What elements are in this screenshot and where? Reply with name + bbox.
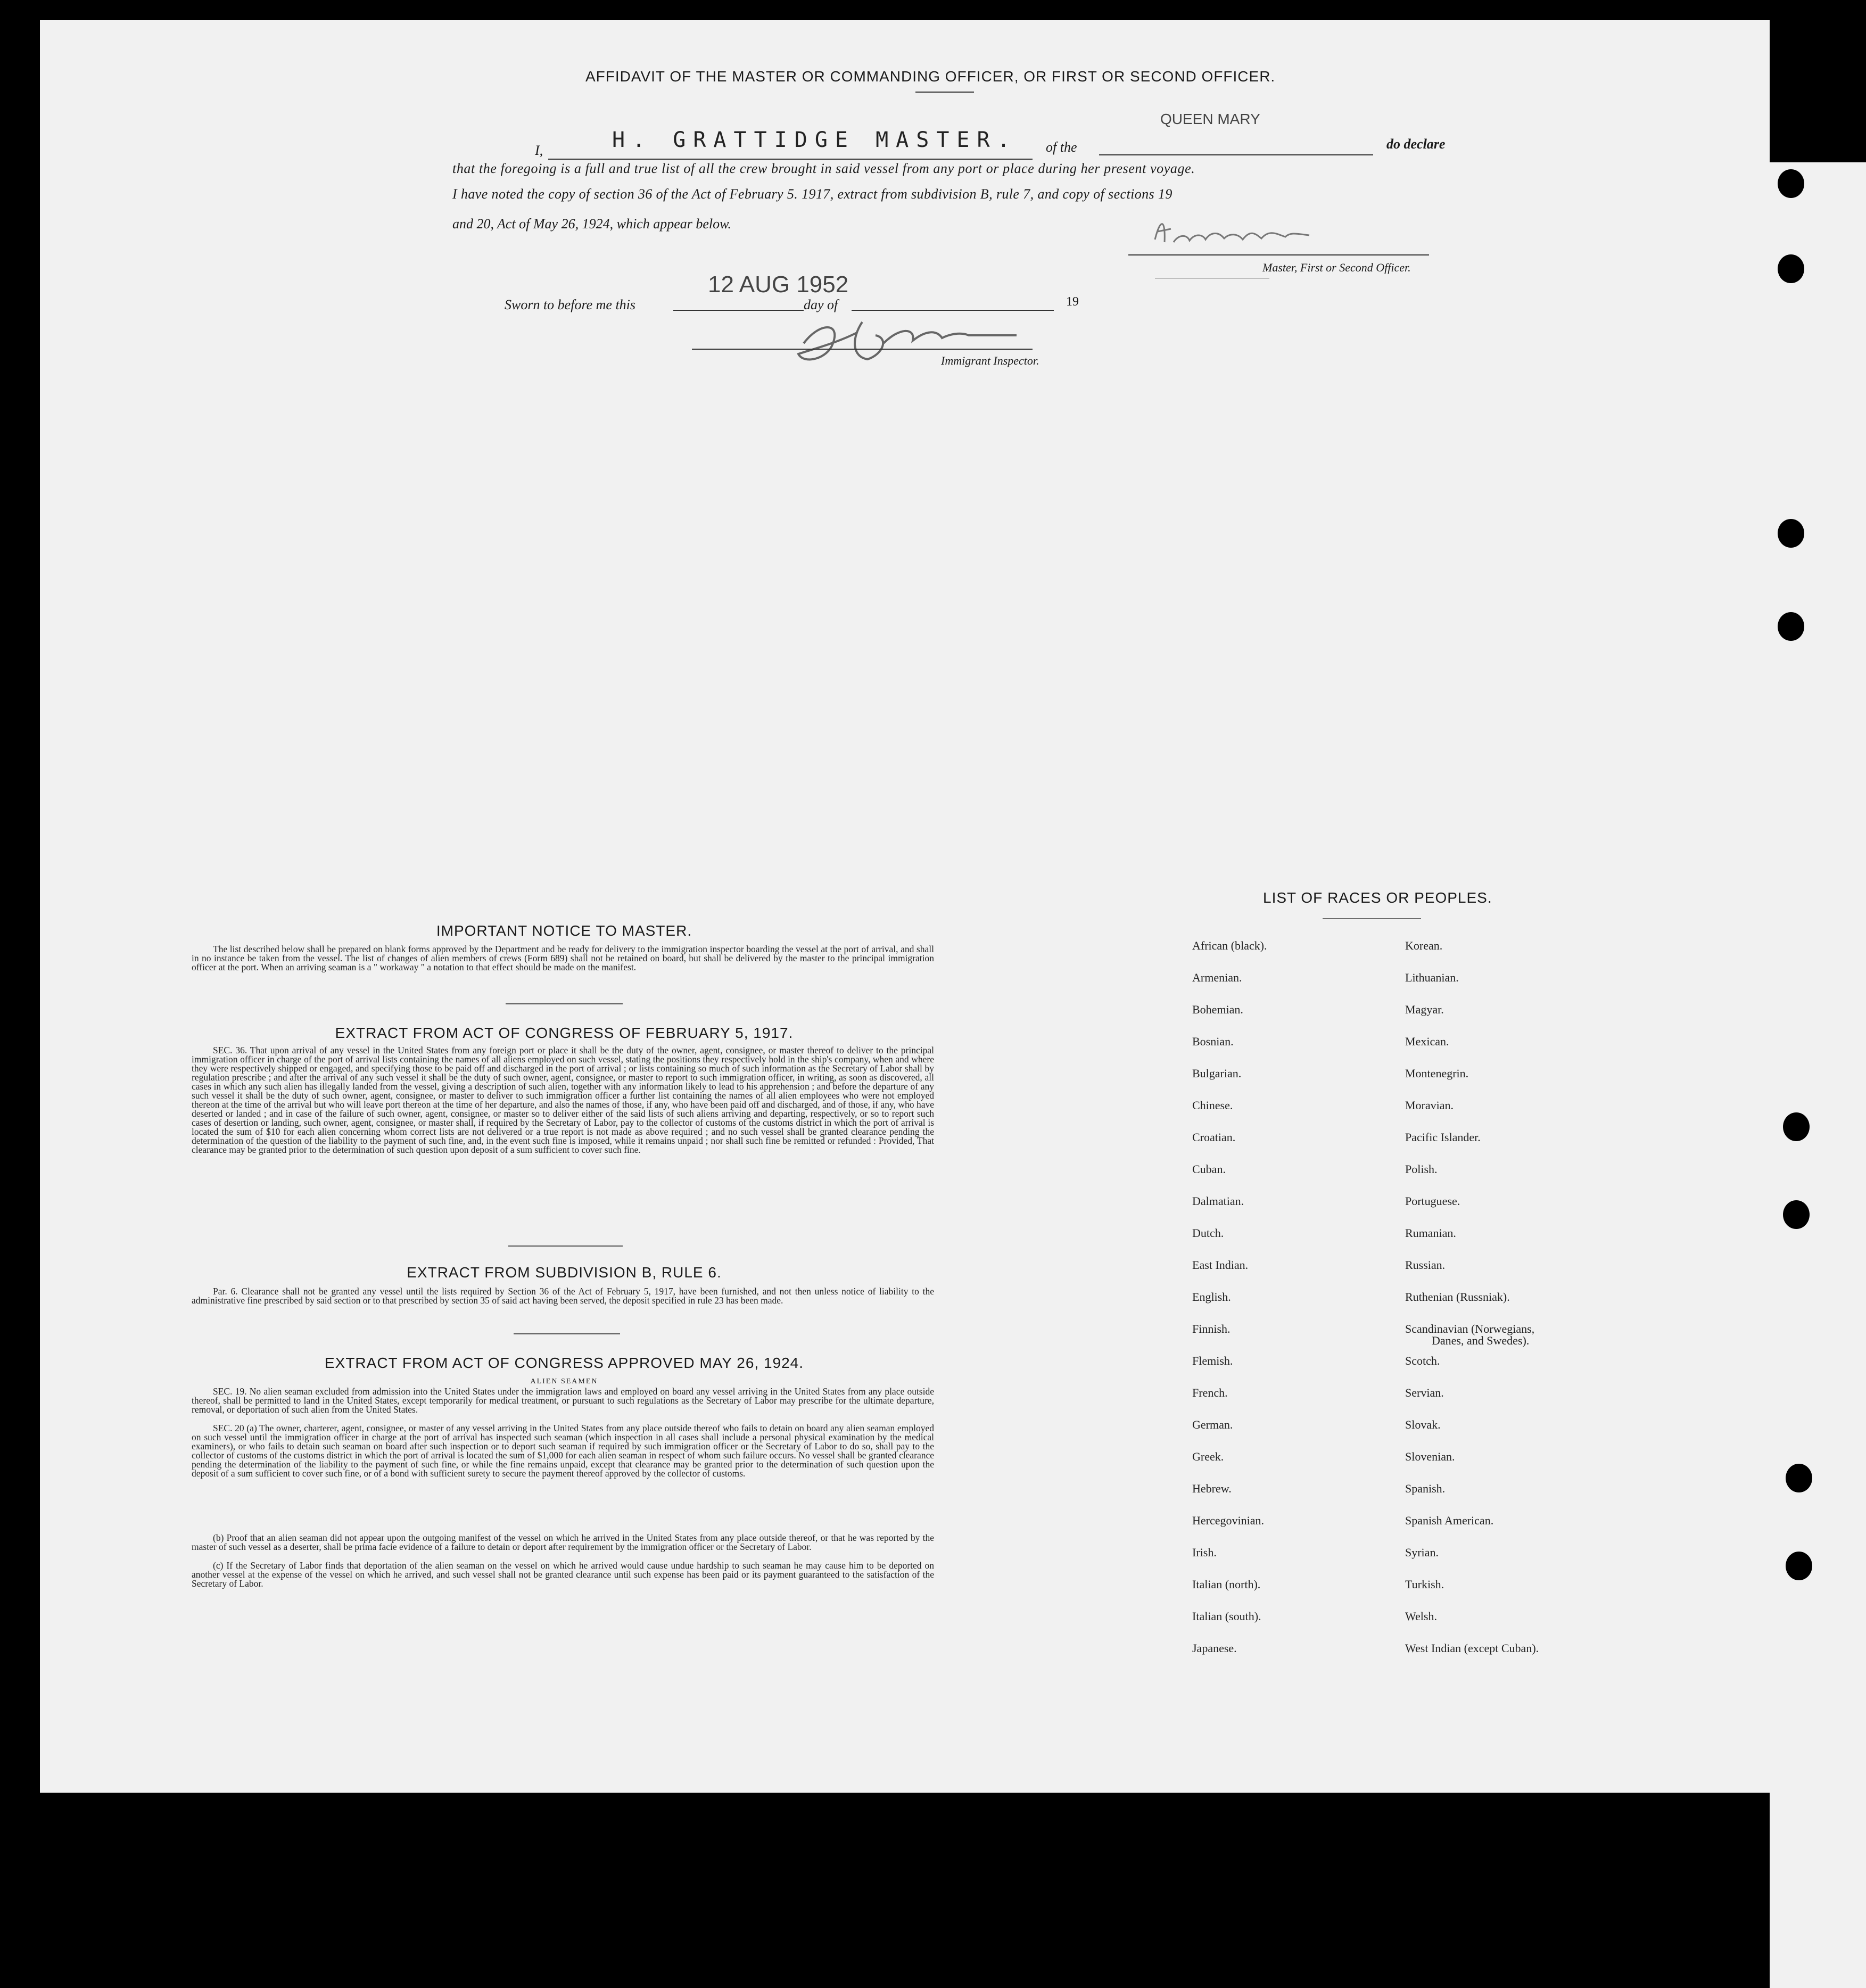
race-right-item: Rumanian. [1405, 1226, 1456, 1240]
race-right-item: Russian. [1405, 1258, 1446, 1272]
race-right-item: Scotch. [1405, 1354, 1440, 1367]
affidavit-title: AFFIDAVIT OF THE MASTER OR COMMANDING OFFICER, OR FIRST OR SECOND OFFICER. [585, 68, 1276, 85]
day-of-label: day of [804, 297, 838, 312]
race-left-item: French. [1192, 1386, 1228, 1399]
race-left-item: Japanese. [1192, 1641, 1237, 1655]
race-left-item: Italian (south). [1192, 1610, 1261, 1623]
year-prefix: 19 [1066, 295, 1079, 309]
race-right-item: Pacific Islander. [1405, 1131, 1481, 1144]
races-title: LIST OF RACES OR PEOPLES. [1263, 889, 1492, 906]
race-right-item: Portuguese. [1405, 1194, 1460, 1208]
punch-hole [1778, 519, 1804, 548]
race-right-item: Montenegrin. [1405, 1067, 1469, 1080]
race-right-item: Slovenian. [1405, 1450, 1455, 1463]
race-right-item: Mexican. [1405, 1035, 1449, 1048]
extract-1917-title: EXTRACT FROM ACT OF CONGRESS OF FEBRUARY 5, 1917. [335, 1025, 794, 1041]
race-right-item: Spanish. [1405, 1482, 1446, 1495]
of-the-label: of the [1046, 139, 1077, 155]
race-right-item: Turkish. [1405, 1578, 1444, 1591]
extract-1924-title: EXTRACT FROM ACT OF CONGRESS APPROVED MAY 26, 1924. [324, 1355, 804, 1371]
vessel-line [1099, 154, 1373, 155]
race-right-item: Welsh. [1405, 1610, 1437, 1623]
signature-caption: Master, First or Second Officer. [1262, 261, 1411, 274]
inspector-line [692, 349, 1033, 350]
race-right-item: Polish. [1405, 1162, 1438, 1176]
punch-hole [1778, 169, 1804, 198]
race-left-item: Bulgarian. [1192, 1067, 1242, 1080]
extract-rule6-text: Par. 6. Clearance shall not be granted any vessel until the lists required by Section 36 of the Act of February 5, 1917, have been furnished, and not then unless notice of liability to the administrative fine prescribed by said section or to that prescribed by section 35 of said act having been served, the deposit specified in rule 23 has been made. [192, 1286, 934, 1306]
race-right-item: Spanish American. [1405, 1514, 1494, 1527]
document-page [40, 20, 1770, 1793]
declaration-line-3: I have noted the copy of section 36 of the Act of February 5. 1917, extract from subdivision B, rule 7, and copy of sections 19 [452, 186, 1173, 202]
section-rule [506, 1003, 623, 1004]
race-left-item: Flemish. [1192, 1354, 1233, 1367]
punch-hole [1778, 254, 1804, 283]
race-left-item: Bosnian. [1192, 1035, 1234, 1048]
punch-hole [1783, 1112, 1810, 1141]
alien-seamen-subtitle: ALIEN SEAMEN [530, 1377, 598, 1385]
name-line [548, 159, 1033, 160]
race-left-item: Finnish. [1192, 1322, 1231, 1335]
section-rule [508, 1245, 623, 1247]
race-right-item: Servian. [1405, 1386, 1444, 1399]
extract-1924-sec20c: (c) If the Secretary of Labor finds that deportation of the alien seaman on the vessel on which he arrived would cause undue hardship to such seaman he may cause him to be deported on another vessel at the expense of the vessel on which he arrived, and such vessel shall not be granted clearance until such expense has been paid or its payment guaranteed to the satisfaction of the Secretary of Labor. [192, 1560, 934, 1589]
notice-text: The list described below shall be prepared on blank forms approved by the Department and be ready for delivery to the immigration inspector boarding the vessel at the port of arrival, and shall in no instance be taken from the vessel. The list of changes of alien members of crews (Form 689) shall not be retained on board, but shall be delivered by the master to the principal immigration officer at the port. When an arriving seaman is a " workaway " a notation to that effect should be made on the manifest. [192, 944, 934, 972]
race-left-item: Dutch. [1192, 1226, 1224, 1240]
extract-1924-sec19: SEC. 19. No alien seaman excluded from admission into the United States under the immigration laws and employed on board any vessel arriving in the United States from any place outside thereof, shall be permitted to land in the United States, except temporarily for medical treatment, or pursuant to such regulations as the Secretary of Labor may prescribe for the ultimate departure, removal, or deportation of such alien from the United States. [192, 1386, 934, 1415]
race-left-item: Hercegovinian. [1192, 1514, 1264, 1527]
sworn-prefix: Sworn to before me this [505, 297, 636, 312]
race-left-item: African (black). [1192, 939, 1267, 952]
race-right-item: Korean. [1405, 939, 1443, 952]
race-left-item: Greek. [1192, 1450, 1224, 1463]
punch-hole [1786, 1552, 1812, 1580]
affidavit-title-rule [915, 92, 974, 93]
extract-1924-sec20b: (b) Proof that an alien seaman did not appear upon the outgoing manifest of the vessel on which he arrived in the United States from any place outside thereof, or that he was reported by the master of such vessel as a deserter, shall be prima facie evidence of a failure to detain or deport after requirement by the immigration officer or the Secretary of Labor. [192, 1532, 934, 1552]
punch-hole [1786, 1464, 1812, 1492]
race-left-item: English. [1192, 1290, 1231, 1304]
race-left-item: Cuban. [1192, 1162, 1226, 1176]
declaration-line-4: and 20, Act of May 26, 1924, which appear below. [452, 216, 732, 232]
race-right-item: Magyar. [1405, 1003, 1444, 1016]
race-left-item: Dalmatian. [1192, 1194, 1244, 1208]
race-left-item: German. [1192, 1418, 1233, 1431]
race-right-item: Syrian. [1405, 1546, 1439, 1559]
extract-1924-sec20a: SEC. 20 (a) The owner, charterer, agent, consignee, or master of any vessel arriving in the United States from any place outside thereof who fails to detain on board any alien seaman employed on such vessel until the immigration officer in charge at the port of arrival has inspected such seaman (which inspection in all cases shall include a personal physical examination by the medical examiners), or who fails to detain such seaman on board after such inspection or to deport such seaman if required by such immigration officer or the Secretary of Labor to do so, shall pay to the collector of customs of the customs district in which the port of arrival is located the sum of $1,000 for each alien seaman in respect of whom such failure occurs. No vessel shall be granted clearance pending the determination of the liability to the payment of such fine, or while the fine remains unpaid, except that clearance may be granted prior to the determination of such question upon the deposit of a sum sufficient to cover such fine, or of a bond with sufficient surety to secure the payment thereof approved by the collector of customs. [192, 1423, 934, 1479]
punch-hole [1783, 1200, 1810, 1229]
notice-title: IMPORTANT NOTICE TO MASTER. [436, 922, 692, 939]
race-left-item: Irish. [1192, 1546, 1217, 1559]
affidavit-i: I, [535, 143, 543, 158]
race-right-item: Scandinavian (Norwegians, [1405, 1322, 1535, 1335]
race-right-item: Lithuanian. [1405, 971, 1459, 984]
race-right-continuation: Danes, and Swedes). [1432, 1334, 1530, 1347]
race-left-item: East Indian. [1192, 1258, 1249, 1272]
extract-1917-text: SEC. 36. That upon arrival of any vessel in the United States from any foreign port or place it shall be the duty of the owner, agent, consignee, or master thereof to deliver to the principal immigration officer in charge of the port of arrival lists containing the names of all aliens employed on such vessel, stating the positions they respectively hold in the ship's company, when and where they were respectively shipped or engaged, and specifying those to be paid off and discharged in the port of arrival ; or lists containing so much of such information as the Secretary of Labor shall by regulation prescribe ; and after the arrival of any such vessel it shall be the duty of such owner, agent, consignee, or master to report to such immigration officer, in writing, as soon as discovered, all cases in which any such alien has illegally landed from the vessel, giving a description of such alien, together with any information likely to lead to his apprehension ; and before the departure of any such vessel it shall be the duty of such owner, agent, consignee, or master to deliver to such immigration officer a further list containing the names of all alien employees who were not employed thereon at the time of the arrival but who will leave port thereon at the time of her departure, and also the names of those, if any, who have been paid off and discharged, and of those, if any, who have deserted or landed ; and in case of the failure of such owner, agent, consignee, or master so to deliver either of the said lists of such aliens arriving and departing, respectively, or so to report such cases of desertion or landing, such owner, agent, consignee, or master shall, if required by the Secretary of Labor, pay to the collector of customs of the customs district in which the port of arrival is located the sum of $10 for each alien concerning whom correct lists are not delivered or a true report is not made as above required ; and no such vessel shall be granted clearance pending the determination of the question of the liability to the payment of such fine, and, in the event such fine is imposed, while it remains unpaid ; nor shall such fine be remitted or refunded : Provided, That clearance may be granted prior to the determination of such question upon deposit of a sum sufficient to cover such fine. [192, 1045, 934, 1155]
race-left-item: Armenian. [1192, 971, 1242, 984]
race-right-item: Ruthenian (Russniak). [1405, 1290, 1510, 1304]
inspector-caption: Immigrant Inspector. [941, 354, 1039, 367]
extract-rule6-title: EXTRACT FROM SUBDIVISION B, RULE 6. [407, 1264, 722, 1281]
page-tab-edge [1770, 162, 1866, 1988]
section-rule [514, 1333, 620, 1334]
race-left-item: Croatian. [1192, 1131, 1236, 1144]
master-name-handwritten: H. GRATTIDGE MASTER. [612, 128, 1018, 152]
race-right-item: Slovak. [1405, 1418, 1441, 1431]
vessel-name-stamp: QUEEN MARY [1160, 111, 1260, 127]
signature-line [1128, 254, 1429, 255]
race-left-item: Hebrew. [1192, 1482, 1232, 1495]
races-title-rule [1323, 918, 1421, 919]
sworn-date-stamp: 12 AUG 1952 [708, 271, 849, 298]
punch-hole [1778, 612, 1804, 641]
race-left-item: Chinese. [1192, 1099, 1233, 1112]
master-signature [1150, 213, 1325, 255]
race-left-item: Bohemian. [1192, 1003, 1243, 1016]
declaration-line-2: that the foregoing is a full and true list of all the crew brought in said vessel from any port or place during her present voyage. [452, 161, 1195, 176]
race-right-item: West Indian (except Cuban). [1405, 1641, 1539, 1655]
race-right-item: Moravian. [1405, 1099, 1454, 1112]
race-left-item: Italian (north). [1192, 1578, 1261, 1591]
do-declare-label: do declare [1386, 136, 1446, 152]
